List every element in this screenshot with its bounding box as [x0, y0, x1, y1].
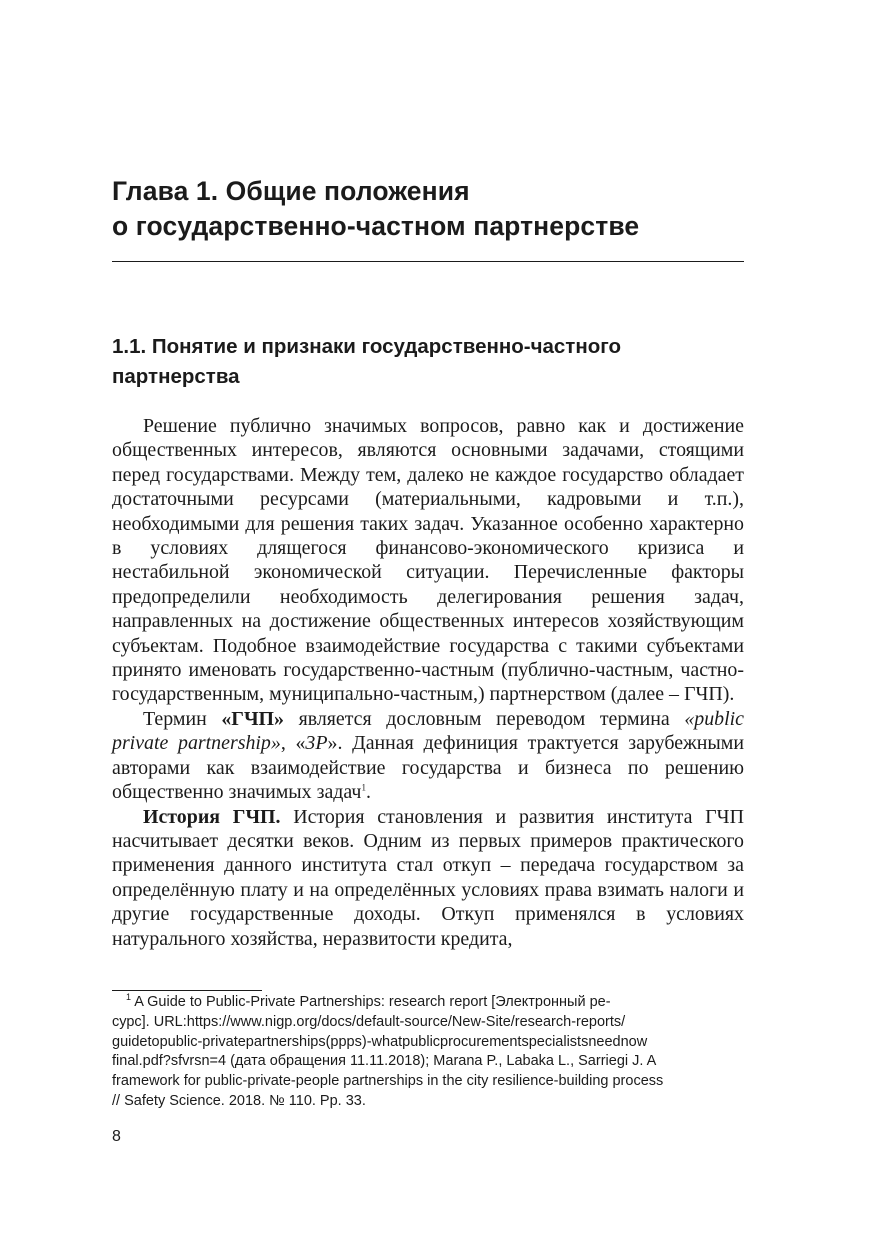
- footnote-line: final.pdf?sfvrsn=4 (дата обращения 11.11.2018); Marana P., Labaka L., Sarriegi J. A: [112, 1053, 657, 1070]
- chapter-divider: [112, 261, 744, 262]
- paragraph-term-part-5: .: [365, 781, 371, 804]
- chapter-title-line-1: Глава 1. Общие положения: [112, 176, 470, 206]
- history-heading: История ГЧП.: [143, 805, 281, 828]
- paragraph-term-part-2: является дословным переводом термина: [283, 707, 685, 730]
- term-gchp: «ГЧП»: [221, 707, 284, 730]
- chapter-title-line-2: о государственно-частном партнерстве: [112, 211, 640, 241]
- footnote-number: 1: [126, 992, 132, 1003]
- footnote-divider: [112, 990, 262, 991]
- section-title-line-1: 1.1. Понятие и признаки государственно-частного: [112, 335, 622, 358]
- footnote-line: сурс]. URL:https://www.nigp.org/docs/default-source/New-Site/research-reports/: [112, 1013, 626, 1030]
- section-title-line-2: партнерства: [112, 365, 240, 388]
- paragraph-term-part-1: Термин: [143, 707, 222, 730]
- footnote-line: framework for public-private-people partnerships in the city resilience-building process: [112, 1073, 664, 1090]
- chapter-title: [112, 174, 752, 244]
- footnote-line: // Safety Science. 2018. № 110. Pp. 33.: [112, 1092, 366, 1109]
- section-title: [112, 332, 752, 392]
- paragraph-intro: Решение публично значимых вопросов, равно как и достижение общественных интересов, являются основными задачами, стоящими перед государствами. Между тем, далеко не каждое государство обладает достаточными ресурсами (материальными, кадровыми и т.п.), необходимыми для решения таких задач. Указанное особенно характерно в условиях длящегося финансово-экономического кризиса и нестабильной экономической ситуации. Перечисленные факторы предопределили необходимость делегирования решения задач, направленных на достижение общественных интересов хозяйствующим субъектам. Подобное взаимодействие государства с такими субъектами принято именовать государственно-частным (публично-частным, частно-государственным, муниципально-частным,) партнерством (далее – ГЧП).: [112, 415, 744, 706]
- term-public-private-partnership: «public private partnership»: [112, 707, 744, 755]
- footnote-line: guidetopublic-privatepartnerships(ppps)-whatpublicprocurementspecialistsneednow: [112, 1033, 648, 1050]
- term-3p: 3P: [305, 732, 328, 755]
- body-text: [112, 414, 744, 951]
- paragraph-term-part-3: , «: [280, 732, 306, 755]
- page-number: 8: [112, 1128, 121, 1145]
- paragraph-history-text: История становления и развития института ГЧП насчитывает десятки веков. Одним из первых примеров практического применения данного института стал откуп – передача государством за определённую плату и на определённых условиях права взимать налоги и другие государственные доходы. Откуп применялся в условиях натурального хозяйства, неразвитости кредита,: [112, 805, 744, 950]
- footnote-reference[interactable]: 1: [361, 782, 366, 793]
- paragraph-term-part-4: ». Данная дефиниция трактуется зарубежными авторами как взаимодействие государства и бизнеса по решению общественно значимых задач: [112, 732, 745, 804]
- footnote: [112, 993, 737, 1112]
- footnote-line: $^1$ A Guide to Public-Private Partnerships: research report [Электронный ре-: [126, 992, 611, 1010]
- paragraph-term: [112, 707, 744, 805]
- paragraph-history: [112, 805, 744, 951]
